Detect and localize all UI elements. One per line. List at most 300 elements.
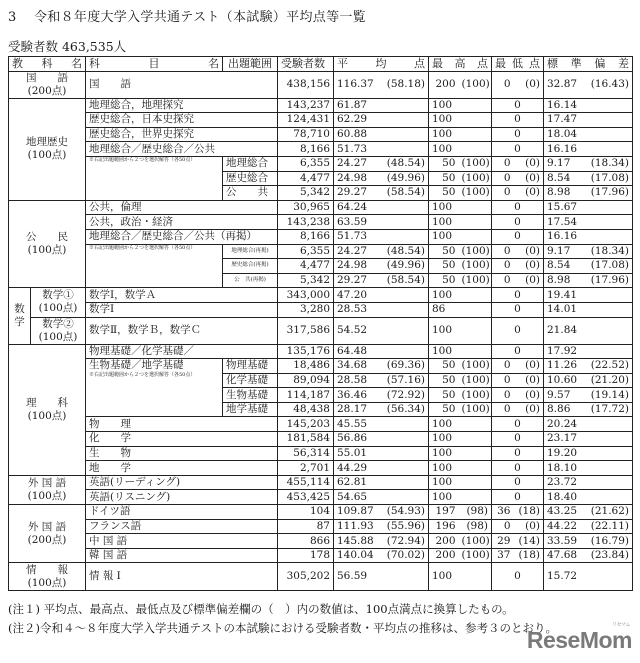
average-100: (72.94) — [384, 534, 429, 549]
table-row — [9, 113, 633, 128]
std-dev: 9.57 — [544, 388, 588, 403]
min-score: 0 — [492, 519, 514, 534]
table-row — [9, 229, 633, 244]
average: 60.88 — [334, 127, 384, 142]
title-text: 令和８年度大学入学共通テスト（本試験）平均点等一覧 — [34, 10, 366, 25]
min-score: 0 — [492, 402, 514, 417]
examinee-count: 8,166 — [278, 142, 334, 157]
scope-name: 公 共 — [223, 186, 278, 201]
selection-note: ※右記出題範囲から２つを選択解答（各50点） — [86, 244, 223, 288]
average: 28.58 — [334, 373, 384, 388]
std-dev-100: (16.43) — [588, 71, 633, 98]
std-dev-100 — [588, 461, 633, 476]
std-dev-100: (17.96) — [588, 186, 633, 201]
max-100: (100) — [459, 548, 492, 563]
average: 24.27 — [334, 244, 384, 259]
subject-area: 外 国 語 (200点) — [9, 505, 86, 563]
max-100: (100) — [459, 388, 492, 403]
subject-name: 情 報 Ⅰ — [86, 563, 278, 591]
std-dev: 14.01 — [544, 302, 588, 317]
scope-name: 物理基礎 — [223, 359, 278, 374]
footnote-2: (注２)令和４～８年度大学入学共通テストの本試験における受験者数・平均点の推移は、参考３のとおり。 — [8, 621, 558, 635]
average: 62.81 — [334, 475, 384, 490]
subject-area: 理 科 (100点) — [9, 344, 86, 475]
std-dev: 11.26 — [544, 359, 588, 374]
std-dev: 47.68 — [544, 548, 588, 563]
average-100: (58.54) — [384, 186, 429, 201]
subject-area: 国 語 (200点) — [9, 71, 86, 98]
average-100: (48.54) — [384, 156, 429, 171]
subject-area: 地理歴史 (100点) — [9, 98, 86, 200]
examinee-count: 143,237 — [278, 98, 334, 113]
min-100: (18) — [514, 548, 544, 563]
table-row — [9, 244, 633, 259]
examinee-count: 56,314 — [278, 446, 334, 461]
subject-name: 地 学 — [86, 461, 278, 476]
std-dev: 43.25 — [544, 505, 588, 520]
max-100: (100) — [459, 71, 492, 98]
subject-name: 英語(リスニング) — [86, 490, 278, 505]
examinee-count: 6,355 — [278, 156, 334, 171]
min-score: 0 — [492, 475, 544, 490]
max-score: 100 — [429, 432, 492, 447]
table-row — [9, 432, 633, 447]
average-100 — [384, 142, 429, 157]
std-dev-100: (17.08) — [588, 171, 633, 186]
examinee-count: 305,202 — [278, 563, 334, 591]
max-score: 50 — [429, 273, 459, 288]
subject-name: 歴史総合，世界史探究 — [86, 127, 278, 142]
score-table — [8, 56, 633, 591]
average-100 — [384, 490, 429, 505]
examinee-count: 181,584 — [278, 432, 334, 447]
max-score: 100 — [429, 98, 492, 113]
min-score: 0 — [492, 344, 544, 359]
footnote-1: (注１) 平均点、最高点、最低点及び標準偏差欄の（ ）内の数値は、100点満点に換算したもの。 — [8, 602, 514, 616]
subject-name: フランス語 — [86, 519, 278, 534]
std-dev-100: (18.34) — [588, 156, 633, 171]
max-score: 50 — [429, 373, 459, 388]
std-dev-100: (21.62) — [588, 505, 633, 520]
max-score: 50 — [429, 388, 459, 403]
std-dev: 18.40 — [544, 490, 588, 505]
examinee-count: 124,431 — [278, 113, 334, 128]
average-100 — [384, 200, 429, 215]
max-score: 100 — [429, 288, 492, 303]
max-score: 50 — [429, 259, 459, 274]
min-score: 0 — [492, 186, 514, 201]
average-100: (70.02) — [384, 548, 429, 563]
max-100: (100) — [459, 359, 492, 374]
max-100: (100) — [459, 402, 492, 417]
std-dev-100 — [588, 302, 633, 317]
max-score: 100 — [429, 563, 492, 591]
max-100: (100) — [459, 156, 492, 171]
average-100 — [384, 98, 429, 113]
header-examinees: 受験者数 — [278, 57, 334, 72]
std-dev: 18.10 — [544, 461, 588, 476]
std-dev-100: (21.20) — [588, 373, 633, 388]
std-dev-100 — [588, 127, 633, 142]
average-100: (55.96) — [384, 519, 429, 534]
average: 54.52 — [334, 317, 384, 344]
average: 55.01 — [334, 446, 384, 461]
std-dev-100: (23.84) — [588, 548, 633, 563]
std-dev: 15.72 — [544, 563, 588, 591]
average: 24.27 — [334, 156, 384, 171]
min-score: 0 — [492, 171, 514, 186]
max-score: 50 — [429, 359, 459, 374]
min-100: (0) — [514, 71, 544, 98]
subject-name: 物 理 — [86, 417, 278, 432]
max-score: 196 — [429, 519, 459, 534]
total-examinees: 受験者数 463,535人 — [8, 39, 127, 54]
min-score: 0 — [492, 302, 544, 317]
subject-name: 公共，政治・経済 — [86, 215, 278, 230]
selection-note: ※右記出題範囲から２つを選択解答（各50点） — [86, 156, 223, 200]
scope-name: 歴史総合 — [223, 171, 278, 186]
subject-area-math: 数 学 — [9, 288, 31, 344]
scope-name: 化学基礎 — [223, 373, 278, 388]
average: 45.55 — [334, 417, 384, 432]
section-number: 3 — [8, 10, 17, 25]
min-score: 0 — [492, 317, 544, 344]
examinee-count: 455,114 — [278, 475, 334, 490]
footnotes — [8, 600, 557, 638]
max-score: 100 — [429, 344, 492, 359]
table-row — [9, 534, 633, 549]
examinee-count: 143,238 — [278, 215, 334, 230]
examinee-count: 114,187 — [278, 388, 334, 403]
std-dev: 19.20 — [544, 446, 588, 461]
subject-area: 公 民 (100点) — [9, 200, 86, 288]
subject-name: 数学Ⅱ，数学Ｂ，数学Ｃ — [86, 317, 278, 344]
scope-name: 生物基礎 — [223, 388, 278, 403]
average: 28.53 — [334, 302, 384, 317]
examinee-count: 89,094 — [278, 373, 334, 388]
max-100: (98) — [459, 505, 492, 520]
min-score: 0 — [492, 156, 514, 171]
std-dev-100 — [588, 417, 633, 432]
max-score: 100 — [429, 215, 492, 230]
header-subject: 科 目 名 — [86, 57, 223, 72]
max-score: 100 — [429, 317, 492, 344]
std-dev: 8.54 — [544, 171, 588, 186]
examinee-count: 87 — [278, 519, 334, 534]
min-100: (0) — [514, 186, 544, 201]
std-dev: 16.16 — [544, 142, 588, 157]
table-row — [9, 200, 633, 215]
scope-name: 歴史総合(再掲) — [223, 259, 278, 274]
math-2: 数学② (100点) — [31, 317, 86, 344]
examinee-count: 78,710 — [278, 127, 334, 142]
min-score: 0 — [492, 127, 544, 142]
average-100 — [384, 446, 429, 461]
average-100: (72.92) — [384, 388, 429, 403]
average: 140.04 — [334, 548, 384, 563]
subject-name: 歴史総合，日本史探究 — [86, 113, 278, 128]
examinee-count: 438,156 — [278, 71, 334, 98]
subject-name: 国 語 — [86, 71, 278, 98]
examinee-count: 5,342 — [278, 273, 334, 288]
std-dev: 8.98 — [544, 273, 588, 288]
table-row — [9, 344, 633, 359]
examinee-count: 8,166 — [278, 229, 334, 244]
max-score: 86 — [429, 302, 492, 317]
max-score: 100 — [429, 417, 492, 432]
table-row — [9, 71, 633, 98]
average-100 — [384, 127, 429, 142]
std-dev-100: (19.14) — [588, 388, 633, 403]
average-100 — [384, 417, 429, 432]
average-100 — [384, 344, 429, 359]
math-1: 数学① (100点) — [31, 288, 86, 317]
std-dev: 16.16 — [544, 229, 588, 244]
average-100 — [384, 461, 429, 476]
min-100: (14) — [514, 534, 544, 549]
average-100 — [384, 113, 429, 128]
average: 36.46 — [334, 388, 384, 403]
std-dev: 16.14 — [544, 98, 588, 113]
subject-area: 情 報 (100点) — [9, 563, 86, 591]
subject-name: 公共，倫理 — [86, 200, 278, 215]
average-100: (69.36) — [384, 359, 429, 374]
max-score: 200 — [429, 71, 459, 98]
std-dev-100 — [588, 344, 633, 359]
std-dev-100 — [588, 142, 633, 157]
average-100: (54.93) — [384, 505, 429, 520]
std-dev-100 — [588, 563, 633, 591]
average: 51.73 — [334, 229, 384, 244]
average-100: (49.96) — [384, 259, 429, 274]
min-score: 0 — [492, 490, 544, 505]
std-dev-100 — [588, 113, 633, 128]
examinee-count: 178 — [278, 548, 334, 563]
max-score: 50 — [429, 171, 459, 186]
scope-name: 地理総合 — [223, 156, 278, 171]
max-score: 100 — [429, 461, 492, 476]
min-score: 0 — [492, 142, 544, 157]
std-dev: 20.24 — [544, 417, 588, 432]
average: 51.73 — [334, 142, 384, 157]
min-score: 0 — [492, 200, 544, 215]
average: 56.59 — [334, 563, 384, 591]
std-dev-100: (16.79) — [588, 534, 633, 549]
std-dev-100 — [588, 317, 633, 344]
average: 111.93 — [334, 519, 384, 534]
average-100: (58.54) — [384, 273, 429, 288]
average: 64.48 — [334, 344, 384, 359]
average: 24.98 — [334, 171, 384, 186]
examinee-count: 343,000 — [278, 288, 334, 303]
std-dev-100 — [588, 490, 633, 505]
subject-name: 生物基礎／地学基礎 ※右記出題範囲から２つを選択解答（各50点） — [86, 359, 223, 417]
table-row — [9, 317, 633, 344]
min-100: (0) — [514, 388, 544, 403]
std-dev: 19.41 — [544, 288, 588, 303]
page-title — [8, 6, 366, 25]
table-row — [9, 475, 633, 490]
average: 64.24 — [334, 200, 384, 215]
max-100: (100) — [459, 244, 492, 259]
max-100: (100) — [459, 259, 492, 274]
min-score: 0 — [492, 461, 544, 476]
subject-name: 中 国 語 — [86, 534, 278, 549]
examinee-count: 135,176 — [278, 344, 334, 359]
max-100: (100) — [459, 373, 492, 388]
min-score: 0 — [492, 388, 514, 403]
average: 63.59 — [334, 215, 384, 230]
average-100 — [384, 288, 429, 303]
average: 109.87 — [334, 505, 384, 520]
header-max: 最 高 点 — [429, 57, 492, 72]
std-dev: 44.22 — [544, 519, 588, 534]
max-score: 50 — [429, 244, 459, 259]
std-dev-100: (22.11) — [588, 519, 633, 534]
average: 29.27 — [334, 186, 384, 201]
max-100: (100) — [459, 186, 492, 201]
min-score: 0 — [492, 215, 544, 230]
subject-name: 地理総合／歴史総合／公共（再掲） — [86, 229, 278, 244]
std-dev: 17.54 — [544, 215, 588, 230]
table-row — [9, 98, 633, 113]
table-row — [9, 461, 633, 476]
examinee-count: 317,586 — [278, 317, 334, 344]
min-score: 0 — [492, 373, 514, 388]
std-dev: 17.47 — [544, 113, 588, 128]
max-100: (98) — [459, 519, 492, 534]
min-score: 0 — [492, 359, 514, 374]
std-dev: 33.59 — [544, 534, 588, 549]
min-100: (0) — [514, 259, 544, 274]
subject-name: 数学Ⅰ — [86, 302, 278, 317]
table-row — [9, 359, 633, 374]
table-row — [9, 417, 633, 432]
max-score: 100 — [429, 229, 492, 244]
std-dev: 23.72 — [544, 475, 588, 490]
scope-name: 公 共(再掲) — [223, 273, 278, 288]
subject-name: 英語(リーディング) — [86, 475, 278, 490]
table-row — [9, 446, 633, 461]
std-dev-100 — [588, 288, 633, 303]
std-dev: 21.84 — [544, 317, 588, 344]
average-100 — [384, 317, 429, 344]
table-row — [9, 156, 633, 171]
std-dev-100: (17.72) — [588, 402, 633, 417]
average: 56.86 — [334, 432, 384, 447]
average: 34.68 — [334, 359, 384, 374]
average: 47.20 — [334, 288, 384, 303]
min-score: 0 — [492, 417, 544, 432]
scope-name: 地理総合(再掲) — [223, 244, 278, 259]
table-row — [9, 215, 633, 230]
std-dev: 8.86 — [544, 402, 588, 417]
examinee-count: 4,477 — [278, 171, 334, 186]
table-row — [9, 302, 633, 317]
std-dev: 32.87 — [544, 71, 588, 98]
average: 62.29 — [334, 113, 384, 128]
max-score: 100 — [429, 113, 492, 128]
examinee-count: 30,965 — [278, 200, 334, 215]
std-dev: 8.54 — [544, 259, 588, 274]
resemom-logo: ReseMom リセマム — [526, 622, 632, 653]
examinee-count: 145,203 — [278, 417, 334, 432]
min-score: 0 — [492, 113, 544, 128]
header-subject-area: 教 科 名 — [9, 57, 86, 72]
subject-name: 地理総合／歴史総合／公共 — [86, 142, 278, 157]
max-score: 100 — [429, 475, 492, 490]
average-100 — [384, 229, 429, 244]
examinee-count: 4,477 — [278, 259, 334, 274]
max-100: (100) — [459, 534, 492, 549]
header-min: 最 低 点 — [492, 57, 544, 72]
average-100 — [384, 475, 429, 490]
scope-name: 地学基礎 — [223, 402, 278, 417]
std-dev: 9.17 — [544, 244, 588, 259]
max-score: 100 — [429, 127, 492, 142]
std-dev: 8.98 — [544, 186, 588, 201]
examinee-count: 6,355 — [278, 244, 334, 259]
examinee-count: 453,425 — [278, 490, 334, 505]
std-dev: 9.17 — [544, 156, 588, 171]
header-average: 平 均 点 — [334, 57, 429, 72]
examinee-count: 2,701 — [278, 461, 334, 476]
max-score: 200 — [429, 548, 459, 563]
table-row — [9, 519, 633, 534]
min-100: (18) — [514, 505, 544, 520]
examinee-count: 18,486 — [278, 359, 334, 374]
std-dev-100 — [588, 432, 633, 447]
average-100 — [384, 563, 429, 591]
average: 29.27 — [334, 273, 384, 288]
examinee-count: 866 — [278, 534, 334, 549]
average-100 — [384, 215, 429, 230]
std-dev-100 — [588, 446, 633, 461]
min-score: 0 — [492, 288, 544, 303]
std-dev-100: (22.52) — [588, 359, 633, 374]
min-100: (0) — [514, 519, 544, 534]
max-100: (100) — [459, 171, 492, 186]
min-score: 0 — [492, 98, 544, 113]
average-100: (58.18) — [384, 71, 429, 98]
subject-name: ドイツ語 — [86, 505, 278, 520]
examinee-count: 104 — [278, 505, 334, 520]
table-row — [9, 490, 633, 505]
min-100: (0) — [514, 273, 544, 288]
max-100: (100) — [459, 273, 492, 288]
max-score: 100 — [429, 200, 492, 215]
std-dev-100: (17.96) — [588, 273, 633, 288]
max-score: 100 — [429, 490, 492, 505]
header-std-dev: 標 準 偏 差 — [544, 57, 633, 72]
average-100: (49.96) — [384, 171, 429, 186]
subject-name: 数学Ⅰ，数学Ａ — [86, 288, 278, 303]
min-score: 0 — [492, 446, 544, 461]
max-score: 200 — [429, 534, 459, 549]
std-dev-100: (17.08) — [588, 259, 633, 274]
subject-name: 韓 国 語 — [86, 548, 278, 563]
table-row — [9, 563, 633, 591]
header-scope: 出題範囲 — [223, 57, 278, 72]
std-dev-100 — [588, 229, 633, 244]
average-100 — [384, 432, 429, 447]
std-dev-100 — [588, 98, 633, 113]
examinee-count: 5,342 — [278, 186, 334, 201]
average: 28.17 — [334, 402, 384, 417]
std-dev: 17.92 — [544, 344, 588, 359]
subject-name: 生 物 — [86, 446, 278, 461]
min-score: 0 — [492, 71, 514, 98]
